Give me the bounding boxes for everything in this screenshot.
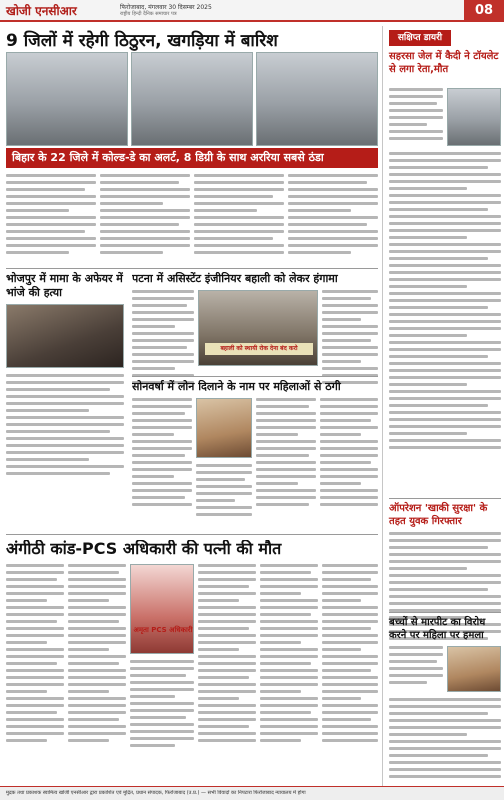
lead-body-text — [6, 174, 378, 264]
dateline: फिरोजाबाद, मंगलवार 30 दिसम्बर 2025 — [120, 4, 212, 11]
lead-headline: 9 जिलों में रहेगी ठिठुरन, खगड़िया में बारिश — [6, 31, 278, 51]
fog-photo-center — [131, 52, 253, 146]
fog-photo-left — [6, 52, 128, 146]
story4-headline: सोनवर्षा में लोन दिलाने के नाम पर महिलाओं से ठगी — [132, 380, 341, 393]
assault-photo — [447, 646, 501, 692]
section-divider — [6, 268, 378, 269]
story3-body-text — [132, 290, 194, 388]
protest-photo — [198, 290, 318, 366]
imprint-text: मुद्रक तथा प्रकाशक स्वामित्व खोजी एनसीआर द्वारा प्रकाशित एवं मुद्रित, प्रधान संपादक, फिरोजाबाद (उ.प्र.) — सभी विवादों का निपटारा फिरोजाबाद न्यायालय में होगा — [6, 790, 306, 796]
sidebar-section-tag: सक्षिप्त डायरी — [389, 30, 451, 46]
story3-body-text-2 — [322, 290, 378, 388]
victim-photo — [6, 304, 124, 368]
photo-caption: अमृता PCS अधिकारी — [133, 626, 193, 634]
newspaper-brand: खोजी एनसीआर — [6, 4, 77, 18]
story2-body-text — [6, 374, 124, 479]
story2-headline: भोजपुर में मामा के अफेयर में भांजे की हत्या — [6, 272, 123, 299]
officer-wife-photo — [130, 564, 194, 654]
imprint-footer — [0, 786, 504, 800]
section-divider — [6, 534, 378, 535]
tagline: राष्ट्रीय हिन्दी दैनिक समाचार पत्र — [120, 11, 177, 17]
section-divider — [132, 376, 378, 377]
lead-banner: बिहार के 22 जिले में कोल्ड-डे का अलर्ट, 8 डिग्री के साथ अररिया सबसे ठंडा — [6, 148, 378, 168]
sidebar — [382, 26, 504, 786]
story4-body-text — [132, 398, 378, 528]
story5-body-text — [6, 564, 378, 782]
sidebar-story3-text — [389, 646, 443, 688]
sidebar-story3-headline: बच्चों से मारपीट का विरोध करने पर महिला पर हमला — [389, 617, 486, 641]
accused-photo — [196, 398, 252, 458]
page-number: 08 — [464, 0, 504, 22]
sidebar-story3-text-2 — [389, 698, 501, 782]
story5-headline: अंगीठी कांड-PCS अधिकारी की पत्नी की मौत — [6, 540, 282, 558]
story3-headline: पटना में असिस्टेंट इंजीनियर बहाली को लेकर हंगामा — [132, 272, 338, 285]
sidebar-divider — [389, 498, 501, 499]
masthead — [0, 0, 504, 22]
sidebar-story1-text-2 — [389, 152, 501, 453]
sidebar-story1-headline: सहरसा जेल में कैदी ने टॉयलेट से लगा रेता,मौत — [389, 51, 499, 75]
fog-photo-right — [256, 52, 378, 146]
sidebar-story2-headline: ऑपरेशन 'खाकी सुरक्षा' के तहत युवक गिरफ्तार — [389, 503, 488, 527]
sidebar-divider — [389, 612, 501, 613]
protest-banner-text: बहाली को स्थायी रोक देना बंद करो — [205, 343, 313, 355]
jail-photo — [447, 88, 501, 146]
sidebar-story1-text — [389, 88, 443, 144]
